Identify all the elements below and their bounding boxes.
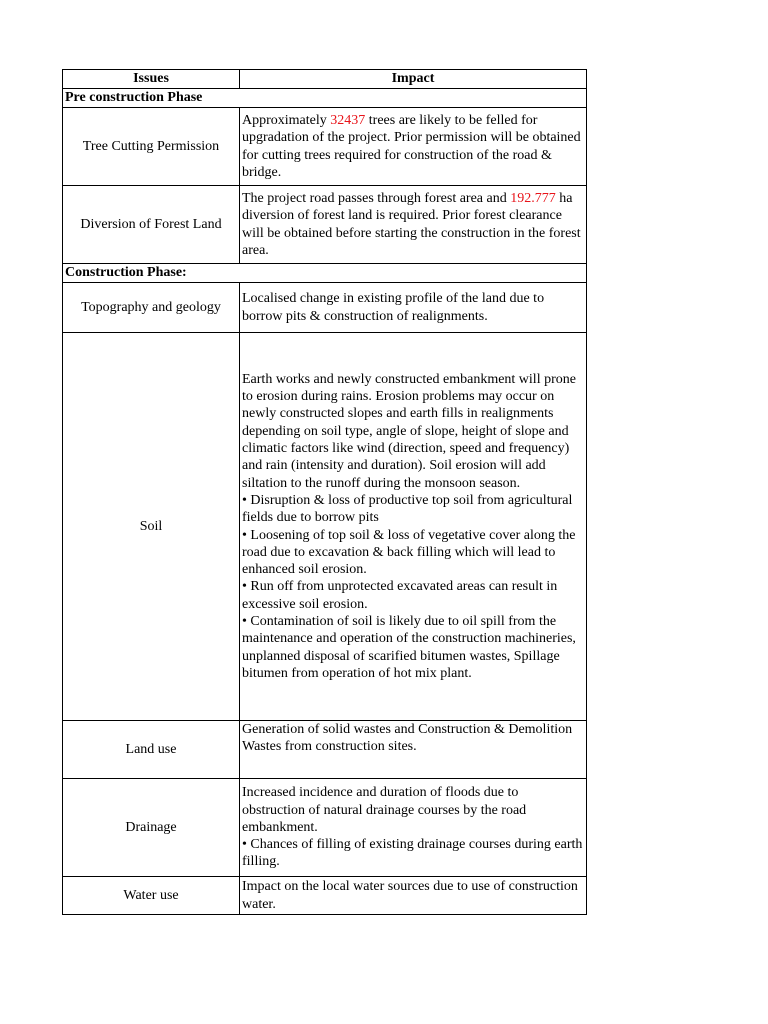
- soil-bullet: • Run off from unprotected excavated areas can result in excessive soil erosion.: [242, 579, 558, 612]
- impact-drainage: [240, 779, 587, 877]
- issue-soil: Soil: [63, 333, 240, 721]
- issue-drainage: Drainage: [63, 779, 240, 877]
- impact-table: [62, 69, 587, 915]
- drainage-paragraph: Increased incidence and duration of floods due to obstruction of natural drainage courses by the road embankment.: [242, 785, 527, 835]
- impact-tree-cutting: [240, 108, 587, 186]
- soil-paragraph: Earth works and newly constructed embankment will prone to erosion during rains. Erosion problems may occur on newly constructed slopes and earth fills in realignments depending on soil type, angle of slope, height of slope and climatic factors like wind (direction, speed and frequency) and rain (intensity and duration). Soil erosion will add siltation to the runoff during the monsoon season.: [242, 371, 576, 491]
- table-row: [63, 877, 587, 915]
- phase-pre-construction: Pre construction Phase: [63, 89, 587, 108]
- table-row: [63, 108, 587, 186]
- header-row: [63, 70, 587, 89]
- issue-land-use: Land use: [63, 721, 240, 779]
- phase-row-pre: [63, 89, 587, 108]
- tree-count-highlight: 32437: [330, 112, 366, 128]
- impact-text: The project road passes through forest area and: [242, 190, 511, 206]
- table-row: [63, 283, 587, 333]
- header-impact: Impact: [240, 70, 587, 89]
- issue-topography: Topography and geology: [63, 283, 240, 333]
- phase-row-construction: [63, 264, 587, 283]
- impact-text: trees are likely to be felled for upgradation of the project. Prior permission will be obtained for cutting trees required for construction of the road & bridge.: [242, 112, 581, 180]
- table-row: [63, 721, 587, 779]
- impact-text: Approximately: [242, 112, 331, 128]
- issue-water-use: Water use: [63, 877, 240, 915]
- impact-water-use: Impact on the local water sources due to use of construction water.: [240, 877, 587, 915]
- soil-bullet: • Disruption & loss of productive top soil from agricultural fields due to borrow pits: [242, 492, 573, 526]
- table-row: [63, 779, 587, 877]
- impact-land-use: Generation of solid wastes and Construction & Demolition Wastes from construction sites.: [240, 721, 587, 779]
- soil-bullet: • Contamination of soil is likely due to oil spill from the maintenance and operation of the construction machineries, unplanned disposal of scarified bitumen wastes, Spillage bitumen from operation of hot mix plant.: [242, 613, 576, 681]
- impact-text: ha diversion of forest land is required. Prior forest clearance will be obtained before starting the construction in the forest area.: [242, 190, 581, 258]
- header-issues: Issues: [63, 70, 240, 89]
- soil-bullet: • Loosening of top soil & loss of vegetative cover along the road due to excavation & back filling which will lead to enhanced soil erosion.: [242, 527, 576, 578]
- impact-topography: Localised change in existing profile of the land due to borrow pits & construction of realignments.: [240, 283, 587, 333]
- issue-tree-cutting: Tree Cutting Permission: [63, 108, 240, 186]
- table-row: [63, 186, 587, 264]
- impact-forest-land: [240, 186, 587, 264]
- phase-construction: Construction Phase:: [63, 264, 587, 283]
- issue-forest-land: Diversion of Forest Land: [63, 186, 240, 264]
- drainage-bullet: • Chances of filling of existing drainage courses during earth filling.: [242, 837, 583, 870]
- table-row: [63, 333, 587, 721]
- forest-area-highlight: 192.777: [510, 190, 556, 206]
- impact-soil: [240, 333, 587, 721]
